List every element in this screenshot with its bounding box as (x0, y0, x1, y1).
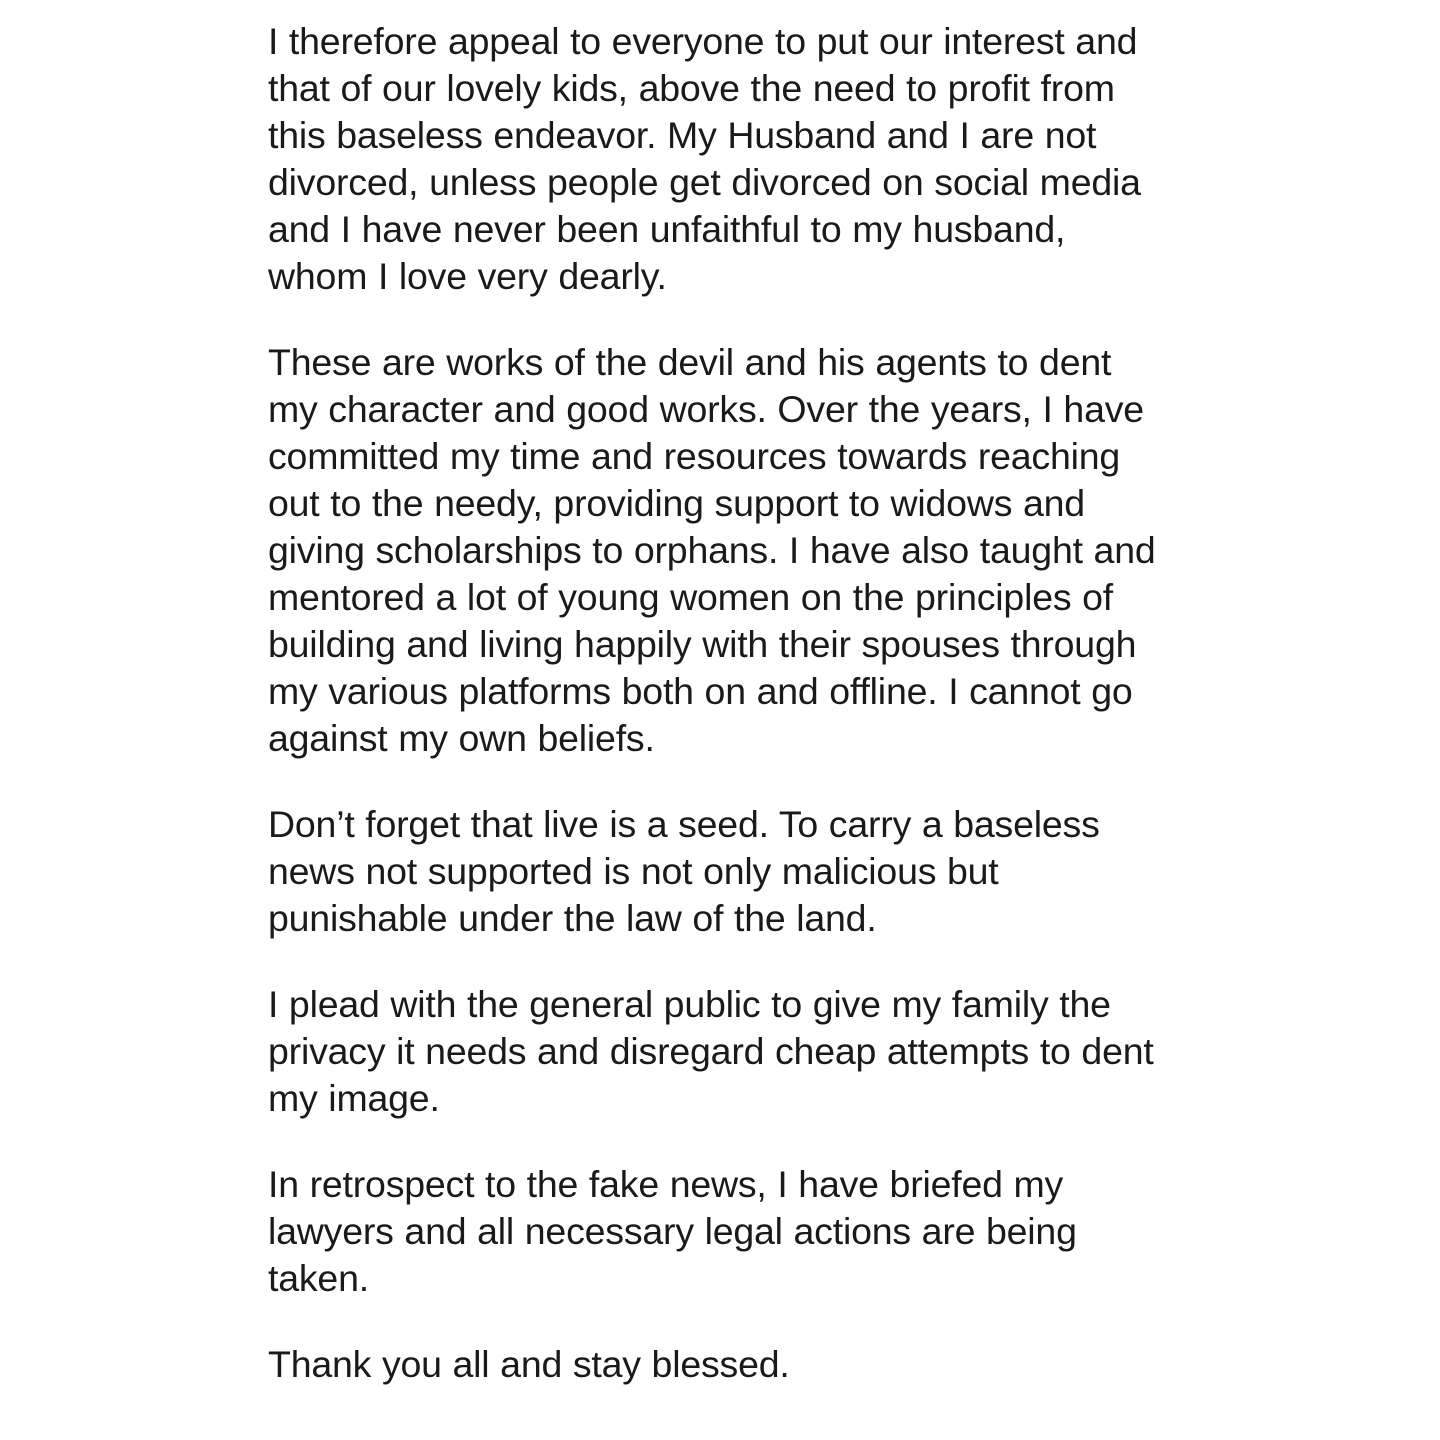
paragraph: I plead with the general public to give my family the privacy it needs and disregard cheap attempts to dent my image. (268, 983, 1165, 1119)
paragraph: Thank you all and stay blessed. (268, 1343, 790, 1385)
paragraph: Don’t forget that live is a seed. To carry a baseless news not supported is not only malicious but punishable under the law of the land. (268, 803, 1111, 939)
paragraph: These are works of the devil and his agents to dent my character and good works. Over the years, I have committed my time and resources towards reaching out to the needy, providing support to widows and giving scholarships to orphans. I have also taught and mentored a lot of young women on the principles of building and living happily with their spouses through my various platforms both on and offline. I cannot go against my own beliefs. (268, 341, 1167, 759)
paragraph: I therefore appeal to everyone to put our interest and that of our lovely kids, above the need to profit from this baseless endeavor. My Husband and I are not divorced, unless people get divorced on social media and I have never been unfaithful to my husband, whom I love very dearly. (268, 20, 1152, 297)
statement-body (268, 18, 1170, 1388)
paragraph: In retrospect to the fake news, I have briefed my lawyers and all necessary legal actions are being taken. (268, 1163, 1088, 1299)
